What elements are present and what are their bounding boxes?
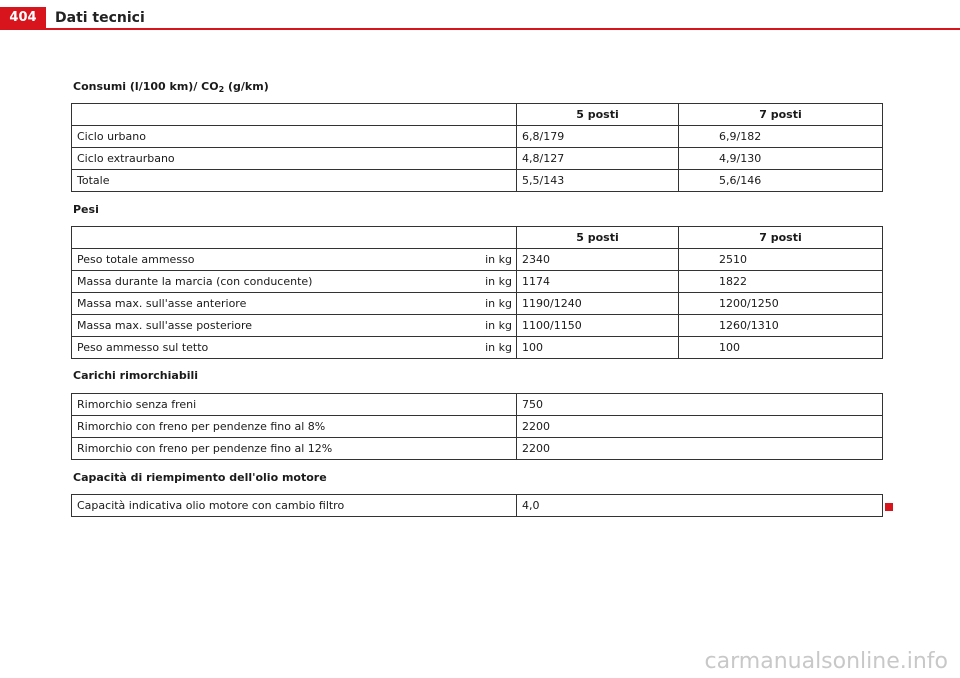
value-5-posti: 1174 [517, 271, 679, 293]
row-label: Ciclo urbano [72, 126, 517, 148]
table-row [72, 170, 883, 192]
table-carichi [71, 393, 883, 460]
value-5-posti: 1100/1150 [517, 315, 679, 337]
table-row [72, 416, 883, 438]
row-label: Totale [72, 170, 517, 192]
value-7-posti: 1260/1310 [679, 315, 883, 337]
row-label: Peso ammesso sul tetto [72, 337, 479, 359]
table-header-row [72, 104, 883, 126]
table-pesi [71, 226, 883, 359]
header-cell-7-posti: 7 posti [679, 227, 883, 249]
row-label: Capacità indicativa olio motore con cambio filtro [72, 495, 517, 517]
value-5-posti: 5,5/143 [517, 170, 679, 192]
row-label: Massa max. sull'asse anteriore [72, 293, 479, 315]
page-title: Dati tecnici [55, 10, 145, 26]
row-unit: in kg [479, 271, 517, 293]
table-row [72, 249, 883, 271]
value-7-posti: 1200/1250 [679, 293, 883, 315]
page-number: 404 [0, 7, 46, 29]
section-title-olio: Capacità di riempimento dell'olio motore [73, 471, 327, 484]
consumi-title-suffix: (g/km) [224, 80, 269, 93]
table-row [72, 126, 883, 148]
value-7-posti: 2510 [679, 249, 883, 271]
section-title-pesi: Pesi [73, 203, 99, 216]
table-row [72, 394, 883, 416]
row-label: Peso totale ammesso [72, 249, 479, 271]
header-cell-7-posti: 7 posti [679, 104, 883, 126]
table-consumi [71, 103, 883, 192]
row-unit: in kg [479, 249, 517, 271]
row-value: 2200 [517, 416, 883, 438]
header-divider [0, 28, 960, 30]
value-5-posti: 6,8/179 [517, 126, 679, 148]
table-row [72, 293, 883, 315]
page-header [0, 0, 960, 30]
table-olio [71, 494, 883, 517]
row-label: Rimorchio con freno per pendenze fino al 8% [72, 416, 517, 438]
row-value: 2200 [517, 438, 883, 460]
header-cell-empty [72, 104, 517, 126]
value-5-posti: 2340 [517, 249, 679, 271]
value-7-posti: 4,9/130 [679, 148, 883, 170]
header-cell-empty [72, 227, 517, 249]
value-5-posti: 1190/1240 [517, 293, 679, 315]
section-end-marker [885, 503, 893, 511]
row-label: Massa max. sull'asse posteriore [72, 315, 479, 337]
consumi-title-sub: 2 [218, 85, 225, 94]
section-title-consumi [73, 80, 269, 94]
row-unit: in kg [479, 315, 517, 337]
consumi-title-prefix: Consumi (l/100 km)/ CO [73, 80, 219, 93]
section-title-carichi: Carichi rimorchiabili [73, 369, 199, 382]
value-5-posti: 4,8/127 [517, 148, 679, 170]
value-7-posti: 5,6/146 [679, 170, 883, 192]
value-7-posti: 100 [679, 337, 883, 359]
row-label: Ciclo extraurbano [72, 148, 517, 170]
table-row [72, 438, 883, 460]
value-7-posti: 6,9/182 [679, 126, 883, 148]
row-label: Massa durante la marcia (con conducente) [72, 271, 479, 293]
table-row [72, 495, 883, 517]
value-5-posti: 100 [517, 337, 679, 359]
header-cell-5-posti: 5 posti [517, 227, 679, 249]
value-7-posti: 1822 [679, 271, 883, 293]
table-row [72, 271, 883, 293]
table-row [72, 148, 883, 170]
header-cell-5-posti: 5 posti [517, 104, 679, 126]
row-value: 750 [517, 394, 883, 416]
row-unit: in kg [479, 293, 517, 315]
row-unit: in kg [479, 337, 517, 359]
table-row [72, 337, 883, 359]
table-row [72, 315, 883, 337]
row-label: Rimorchio senza freni [72, 394, 517, 416]
table-header-row [72, 227, 883, 249]
watermark-text: carmanualsonline.info [704, 649, 948, 674]
row-label: Rimorchio con freno per pendenze fino al 12% [72, 438, 517, 460]
row-value: 4,0 [517, 495, 883, 517]
